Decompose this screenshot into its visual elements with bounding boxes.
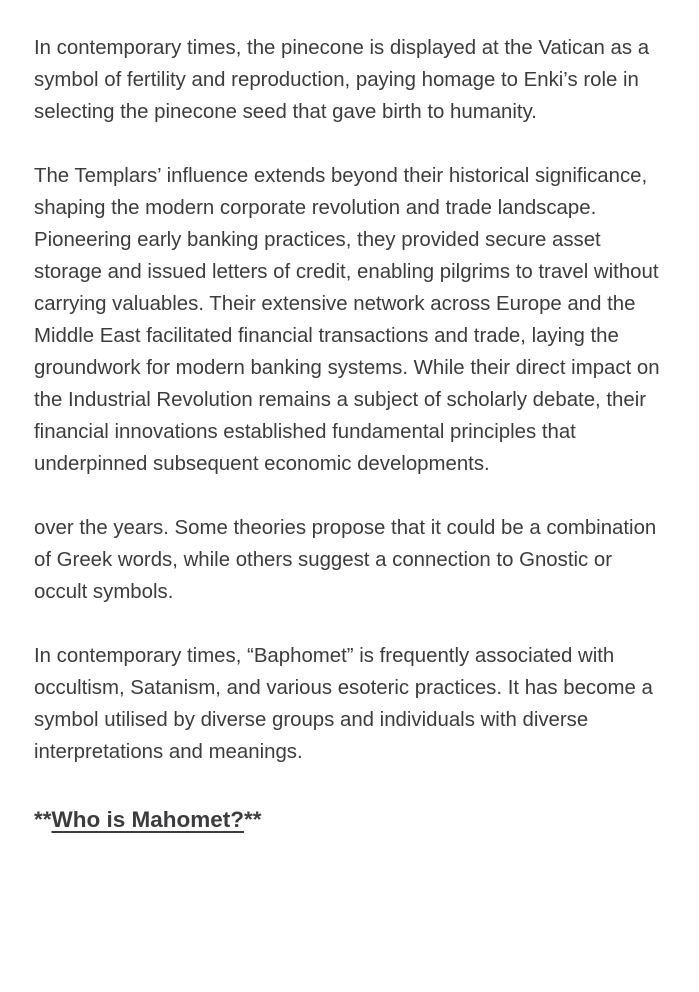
heading-suffix: ** [244,807,262,832]
section-heading [34,800,666,840]
paragraph-pinecone: In contemporary times, the pinecone is displayed at the Vatican as a symbol of fertility and reproduction, paying homage to Enki’s role in selecting the pinecone seed that gave birth to humanity. [34,37,650,123]
paragraph-templars: The Templars’ influence extends beyond their historical significance, shaping the modern corporate revolution and trade landscape. Pioneering early banking practices, they provided secure asset storage and issued letters of credit, enabling pilgrims to travel without carrying valuables. Their extensive network across Europe and the Middle East facilitated financial transactions and trade, laying the groundwork for modern banking systems. While their direct impact on the Industrial Revolution remains a subject of scholarly debate, their financial innovations established fundamental principles that underpinned subsequent economic developments. [34,165,660,475]
who-is-mahomet-link[interactable]: Who is Mahomet? [51,807,245,832]
heading-prefix: ** [34,807,52,832]
paragraph-baphomet-contemporary: In contemporary times, “Baphomet” is frequently associated with occultism, Satanism, and various esoteric practices. It has become a symbol utilised by diverse groups and individuals with diverse interpretations and meanings. [34,645,653,763]
article-body [34,32,666,840]
paragraph-baphomet-origin: over the years. Some theories propose that it could be a combination of Greek words, while others suggest a connection to Gnostic or occult symbols. [34,517,657,603]
